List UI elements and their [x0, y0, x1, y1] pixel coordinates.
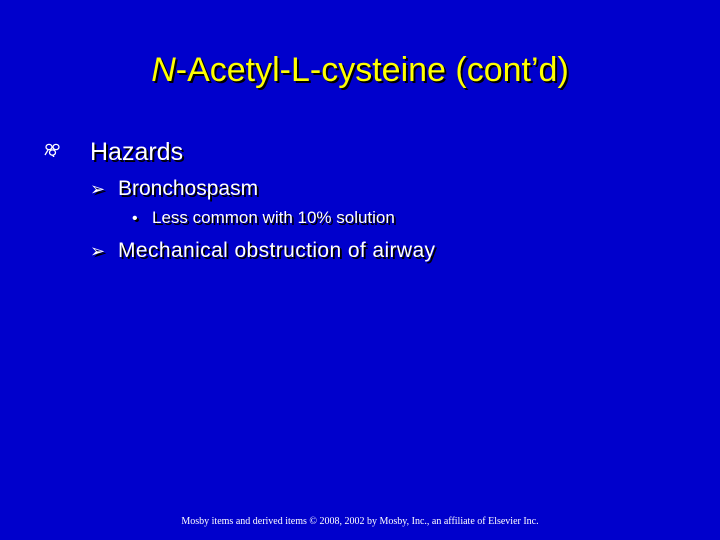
bullet-mechanical-obstruction — [90, 236, 435, 267]
bullet-mechanical-obstruction-text: Mechanical obstruction of airway — [118, 239, 436, 262]
copyright-footer: Mosby items and derived items © 2008, 2002 by Mosby, Inc., an affiliate of Elsevier Inc. — [181, 516, 539, 527]
bullet-hazards-text: Hazards — [90, 138, 184, 166]
slide-title — [0, 46, 720, 94]
bullet-bronchospasm-text: Bronchospasm — [118, 177, 259, 200]
dot-bullet-icon: • — [132, 210, 138, 227]
flower-bullet-shape — [44, 143, 62, 157]
bullet-hazards — [44, 134, 183, 171]
bullet-less-common — [132, 206, 395, 231]
bullet-bronchospasm — [90, 174, 258, 205]
arrowhead-bullet-icon: ➢ — [90, 179, 106, 200]
slide-title-italic-prefix: N — [151, 51, 176, 89]
slide-title-text: -Acetyl-L-cysteine (cont’d) — [175, 51, 569, 89]
arrowhead-bullet-icon: ➢ — [90, 241, 106, 262]
flower-bullet-icon — [44, 135, 90, 171]
bullet-less-common-text: Less common with 10% solution — [152, 208, 395, 227]
